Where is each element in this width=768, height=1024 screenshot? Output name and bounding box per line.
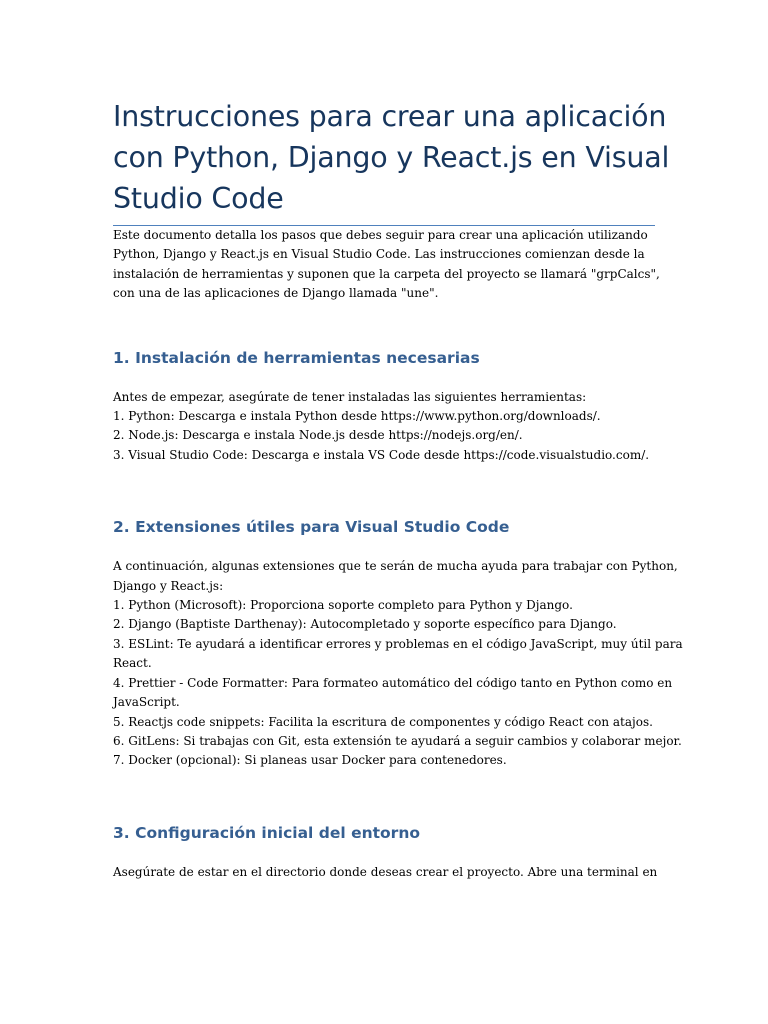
list-item: 7. Docker (opcional): Si planeas usar Docker para contenedores. bbox=[113, 753, 507, 768]
section-heading-extensions: 2. Extensiones útiles para Visual Studio Code bbox=[113, 518, 510, 537]
paragraph-line: Python, Django y React.js en Visual Studio Code. Las instrucciones comienzan desde la bbox=[113, 247, 645, 262]
section-heading-configuration: 3. Configuración inicial del entorno bbox=[113, 823, 421, 842]
paragraph-line: Asegúrate de estar en el directorio donde deseas crear el proyecto. Abre una terminal en bbox=[113, 864, 658, 879]
title-line: Studio Code bbox=[113, 182, 284, 215]
tools-list bbox=[113, 407, 655, 465]
list-item: JavaScript. bbox=[113, 695, 180, 710]
list-item: React. bbox=[113, 656, 152, 671]
list-item: 3. ESLint: Te ayudará a identificar errores y problemas en el código JavaScript, muy útil para bbox=[113, 636, 683, 651]
list-item: 1. Python: Descarga e instala Python desde https://www.python.org/downloads/. bbox=[113, 409, 601, 424]
paragraph-line: con una de las aplicaciones de Django llamada "une". bbox=[113, 286, 439, 301]
title-line: Instrucciones para crear una aplicación bbox=[113, 100, 667, 133]
list-item: 3. Visual Studio Code: Descarga e instala VS Code desde https://code.visualstudio.com/. bbox=[113, 447, 650, 462]
list-item: 2. Node.js: Descarga e instala Node.js desde https://nodejs.org/en/. bbox=[113, 428, 523, 443]
document-title bbox=[113, 96, 670, 226]
section-intro-paragraph bbox=[113, 863, 658, 882]
list-item: 5. Reactjs code snippets: Facilita la escritura de componentes y código React con atajos. bbox=[113, 714, 653, 729]
list-item: 4. Prettier - Code Formatter: Para formateo automático del código tanto en Python como en bbox=[113, 675, 673, 690]
section-intro-paragraph bbox=[113, 388, 655, 407]
extensions-list bbox=[113, 596, 683, 771]
section-heading-installation: 1. Instalación de herramientas necesarias bbox=[113, 348, 480, 367]
paragraph-line: Django y React.js: bbox=[113, 578, 224, 593]
list-item: 2. Django (Baptiste Darthenay): Autocompletado y soporte específico para Django. bbox=[113, 617, 617, 632]
paragraph-line: A continuación, algunas extensiones que te serán de mucha ayuda para trabajar con Python, bbox=[113, 559, 678, 574]
section-intro-paragraph bbox=[113, 557, 678, 596]
intro-paragraph bbox=[113, 226, 660, 304]
paragraph-line: instalación de herramientas y suponen que la carpeta del proyecto se llamará "grpCalcs", bbox=[113, 266, 660, 281]
paragraph-line: Antes de empezar, asegúrate de tener instaladas las siguientes herramientas: bbox=[113, 389, 587, 404]
list-item: 1. Python (Microsoft): Proporciona soporte completo para Python y Django. bbox=[113, 598, 573, 613]
document-content bbox=[113, 96, 683, 882]
paragraph-line: Este documento detalla los pasos que debes seguir para crear una aplicación utilizando bbox=[113, 228, 648, 242]
title-line: con Python, Django y React.js en Visual bbox=[113, 141, 670, 174]
list-item: 6. GitLens: Si trabajas con Git, esta extensión te ayudará a seguir cambios y colaborar mejor. bbox=[113, 733, 682, 748]
